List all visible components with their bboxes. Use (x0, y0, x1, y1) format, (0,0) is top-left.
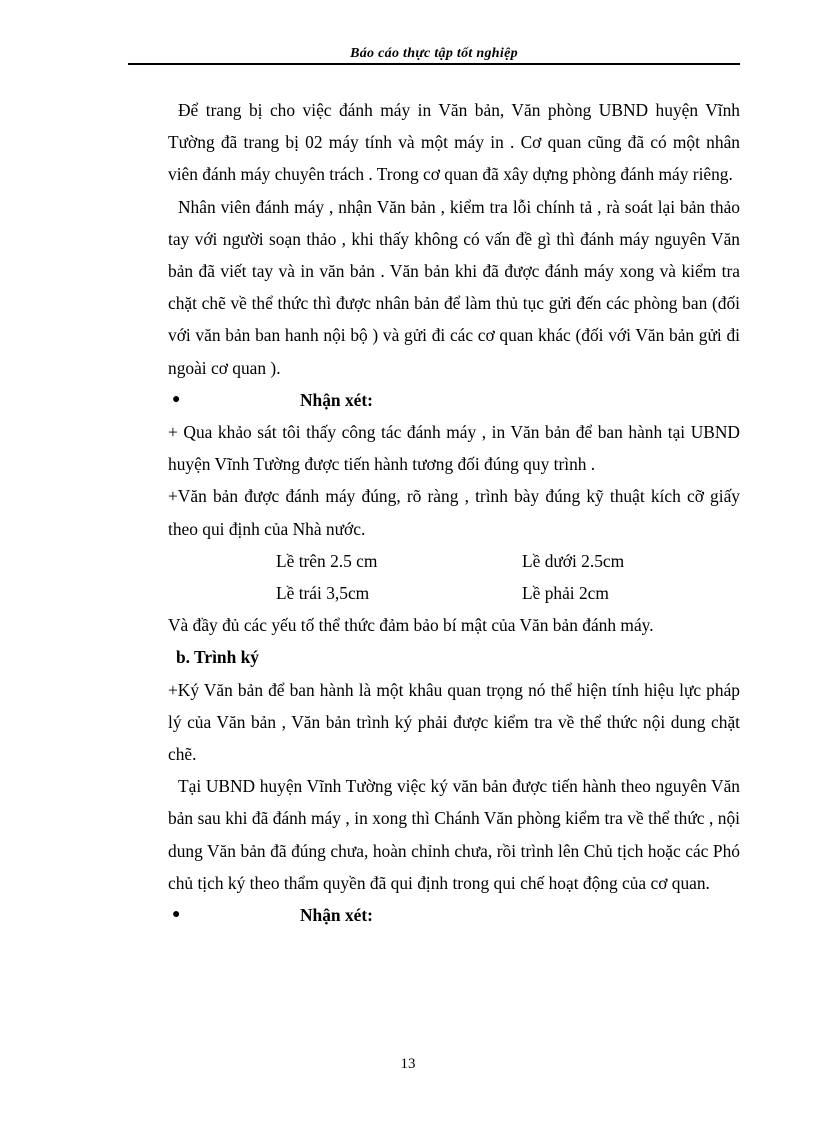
bullet-icon: ● (172, 391, 181, 407)
margin-left: Lề trái 3,5cm (276, 583, 370, 604)
paragraph-equipment: Để trang bị cho việc đánh máy in Văn bản, Văn phòng UBND huyện Vĩnh Tường đã trang bị 02 máy tính và một máy in . Cơ quan cũng đã có một nhân viên đánh máy chuyên trách . Trong cơ quan đã xây dựng phòng đánh máy riêng. (168, 100, 740, 185)
margins-row-1 (168, 545, 740, 577)
paragraph-signing-process: Tại UBND huyện Vĩnh Tường việc ký văn bản được tiến hành theo nguyên Văn bản sau khi đã đánh máy , in xong thì Chánh Văn phòng kiểm tra về thể thức , nội dung Văn bản đã đúng chưa, hoàn chỉnh chưa, rồi trình lên Chủ tịch hoặc các Phó chủ tịch ký theo thẩm quyền đã qui định trong qui chế hoạt động của cơ quan. (168, 776, 740, 893)
margin-right: Lề phải 2cm (522, 583, 609, 604)
header-title: Báo cáo thực tập tốt nghiệp (350, 46, 518, 61)
remark-heading-2 (168, 899, 740, 931)
remark-label: Nhận xét: (300, 905, 373, 926)
paragraph-typing-process: Nhân viên đánh máy , nhận Văn bản , kiểm tra lỗi chính tả , rà soát lại bản thảo tay với người soạn thảo , khi thấy không có vấn đề gì thì đánh máy nguyên Văn bản đã viết tay và in văn bản . Văn bản khi đã được đánh máy xong và kiểm tra chặt chẽ về thể thức thì được nhân bản để làm thủ tục gửi đến các phòng ban (đối với văn bản ban hanh nội bộ ) và gửi đi các cơ quan khác (đối với Văn bản gửi đi ngoài cơ quan ). (168, 196, 740, 378)
margin-bottom: Lề dưới 2.5cm (522, 550, 625, 571)
remark-line: +Văn bản được đánh máy đúng, rõ ràng , trình bày đúng kỹ thuật kích cỡ giấy theo qui định của Nhà nước. (168, 486, 740, 539)
remark-label: Nhận xét: (300, 389, 373, 410)
page-header (128, 46, 740, 65)
bullet-icon: ● (172, 907, 181, 923)
section-heading-signing: b. Trình ký (176, 647, 259, 668)
page-number: 13 (400, 1056, 416, 1072)
remark-line: Và đầy đủ các yếu tố thể thức đảm bảo bí mật của Văn bản đánh máy. (168, 615, 654, 636)
margins-row-2 (168, 577, 740, 609)
remark-heading-1 (168, 384, 740, 416)
remark-line: + Qua khảo sát tôi thấy công tác đánh máy , in Văn bản để ban hành tại UBND huyện Vĩnh Tường được tiến hành tương đối đúng quy trình . (168, 422, 740, 475)
document-body (168, 94, 740, 931)
margin-top: Lề trên 2.5 cm (276, 550, 378, 571)
paragraph-signing-importance: +Ký Văn bản để ban hành là một khâu quan trọng nó thể hiện tính hiệu lực pháp lý của Văn bản , Văn bản trình ký phải được kiểm tra về thể thức nội dung chặt chẽ. (168, 679, 740, 765)
